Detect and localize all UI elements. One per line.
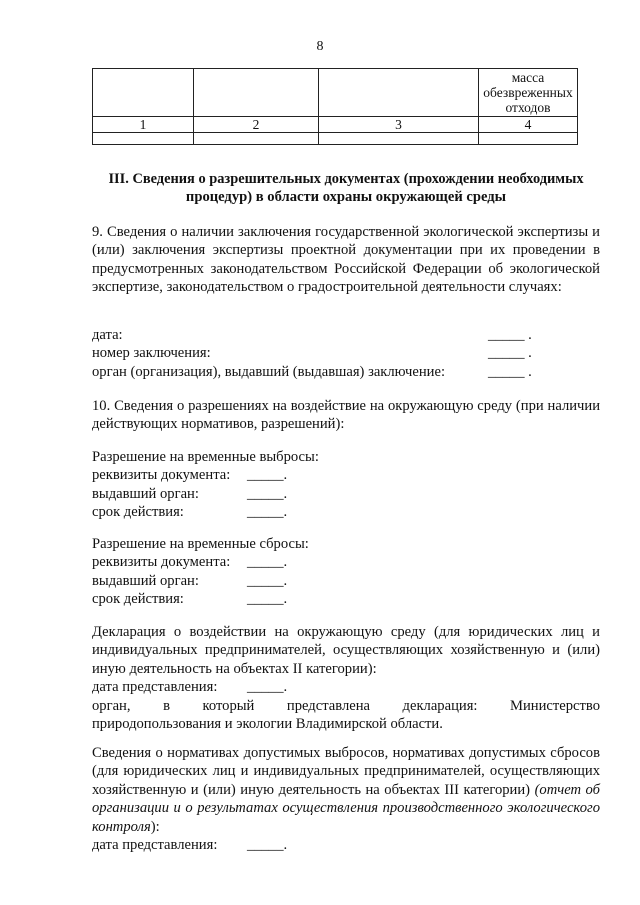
field-label: орган (организация), выдавший (выдавшая) заключение: bbox=[92, 363, 445, 380]
field-issuer bbox=[92, 572, 600, 590]
table-cell bbox=[194, 133, 319, 145]
field-term bbox=[92, 590, 600, 608]
discharges-title: Разрешение на временные сбросы: bbox=[92, 536, 309, 552]
field-blank: _____. bbox=[247, 572, 288, 589]
field-blank: _____. bbox=[247, 679, 288, 696]
declaration-organ-line2: природопользования и экологии Владимирской области. bbox=[92, 716, 443, 733]
table-row bbox=[93, 133, 578, 145]
field-label: дата: bbox=[92, 327, 123, 343]
field-blank: _____. bbox=[247, 485, 288, 502]
declaration-text: Декларация о воздействии на окружающую среду (для юридических лиц и индивидуальных предпринимателей, осуществляющих хозяйственную и (или) иную деятельность на объектах II категории): bbox=[92, 624, 600, 677]
norms-text-end: ): bbox=[150, 818, 160, 835]
declaration-block bbox=[92, 623, 600, 733]
field-label: срок действия: bbox=[92, 504, 184, 521]
page-number: 8 bbox=[316, 39, 324, 54]
norms-text-italic: (отчет об организации и о результатах осуществления производственного экологического контроля bbox=[92, 781, 601, 835]
emissions-permit bbox=[92, 448, 600, 522]
field-blank: _____. bbox=[247, 554, 288, 571]
field-issuer bbox=[92, 485, 600, 503]
discharges-permit bbox=[92, 535, 600, 609]
table-col-number: 3 bbox=[319, 117, 479, 133]
item-9-text: 9. Сведения о наличии заключения государственной экологической экспертизы и (или) заключения экспертизы проектной документации при их проведении в предусмотренных законодательством Российской Федерации об экологической экспертизе, законодательством о градостроительной деятельности случаях: bbox=[92, 224, 600, 296]
waste-table bbox=[92, 68, 578, 145]
field-label: номер заключения: bbox=[92, 345, 211, 362]
norms-text-plain: Сведения о нормативах допустимых выбросов, нормативах допустимых сбросов (для юридических лиц и индивидуальных предпринимателей, осуществляющих хозяйственную и (или) иную деятельность на объектах III категории) bbox=[92, 745, 600, 798]
field-blank: _____ . bbox=[488, 345, 532, 362]
norms-block bbox=[92, 744, 600, 854]
table-cell bbox=[93, 133, 194, 145]
field-submission-date bbox=[92, 836, 600, 854]
norms-text bbox=[92, 744, 600, 836]
declaration-organ-line1: орган, в который представлена декларация: Министерство bbox=[92, 697, 600, 714]
emissions-title: Разрешение на временные выбросы: bbox=[92, 449, 319, 465]
field-blank: _____. bbox=[247, 837, 288, 854]
field-blank: _____ . bbox=[488, 363, 532, 380]
field-label: дата представления: bbox=[92, 679, 218, 696]
table-cell bbox=[93, 69, 194, 117]
field-blank: _____. bbox=[247, 591, 288, 608]
field-label: срок действия: bbox=[92, 591, 184, 608]
table-header-waste-mass: масса обезвреженных отходов bbox=[479, 69, 578, 117]
field-label: выдавший орган: bbox=[92, 485, 199, 502]
table-cell bbox=[319, 69, 479, 117]
field-term bbox=[92, 503, 600, 521]
field-requisites bbox=[92, 553, 600, 571]
table-cell bbox=[479, 133, 578, 145]
field-issuing-organ bbox=[92, 363, 600, 381]
field-blank: _____ . bbox=[488, 327, 532, 343]
table-col-number: 4 bbox=[479, 117, 578, 133]
section-3-title: III. Сведения о разрешительных документах (прохождении необходимых процедур) в области охраны окружающей среды bbox=[108, 171, 584, 206]
field-blank: _____. bbox=[247, 467, 288, 484]
field-submission-date bbox=[92, 678, 600, 696]
field-label: дата представления: bbox=[92, 837, 218, 854]
table-col-number: 2 bbox=[194, 117, 319, 133]
table-header-row bbox=[93, 69, 578, 117]
field-conclusion-number bbox=[92, 344, 600, 362]
field-requisites bbox=[92, 466, 600, 484]
table-col-number: 1 bbox=[93, 117, 194, 133]
field-label: реквизиты документа: bbox=[92, 467, 231, 484]
field-label: реквизиты документа: bbox=[92, 554, 231, 571]
field-blank: _____. bbox=[247, 504, 288, 521]
table-cell bbox=[319, 133, 479, 145]
field-label: выдавший орган: bbox=[92, 572, 199, 589]
item-9-fields bbox=[92, 326, 600, 381]
item-10-text: 10. Сведения о разрешениях на воздействие на окружающую среду (при наличии действующих нормативов, разрешений): bbox=[92, 398, 600, 433]
field-date bbox=[92, 326, 600, 344]
table-number-row bbox=[93, 117, 578, 133]
table-cell bbox=[194, 69, 319, 117]
